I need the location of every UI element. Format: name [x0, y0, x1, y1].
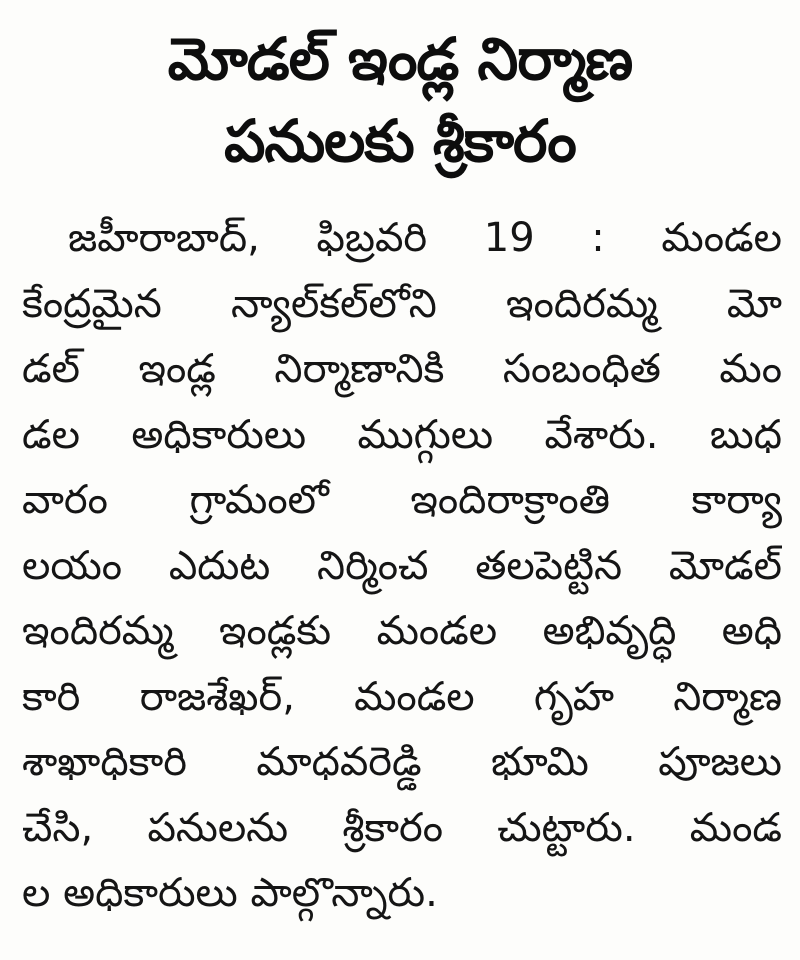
article-line: కేంద్రమైన న్యాల్‌కల్‌లోని ఇందిరమ్మ మో [22, 280, 782, 327]
article-line-last: ల అధికారులు పాల్గొన్నారు. [22, 870, 438, 916]
headline-line-1: మోడల్ ఇండ్ల నిర్మాణ [167, 25, 633, 93]
article-line: జహీరాబాద్, ఫిబ్రవరి 19 : మండల [68, 215, 782, 261]
article-body [22, 206, 782, 927]
article-line: ఇందిరమ్మ ఇండ్లకు మండల అభివృద్ధి అధి [22, 608, 782, 654]
article-line: శాఖాధికారి మాధవరెడ్డి భూమి పూజలు [22, 739, 782, 785]
article-line: వారం గ్రామంలో ఇందిరాక్రాంతి కార్యా [22, 477, 782, 523]
headline-line-2: పనులకు శ్రీకారం [224, 107, 576, 175]
article-line: డల అధికారులు ముగ్గులు వేశారు. బుధ [22, 411, 782, 458]
article-line: లయం ఎదుట నిర్మించ తలపెట్టిన మోడల్ [22, 542, 782, 589]
article-line: కారి రాజశేఖర్, మండల గృహ నిర్మాణ [22, 673, 782, 720]
article-line: చేసి, పనులను శ్రీకారం చుట్టారు. మండ [22, 804, 782, 851]
article-line: డల్ ఇండ్ల నిర్మాణానికి సంబంధిత మం [22, 346, 782, 392]
